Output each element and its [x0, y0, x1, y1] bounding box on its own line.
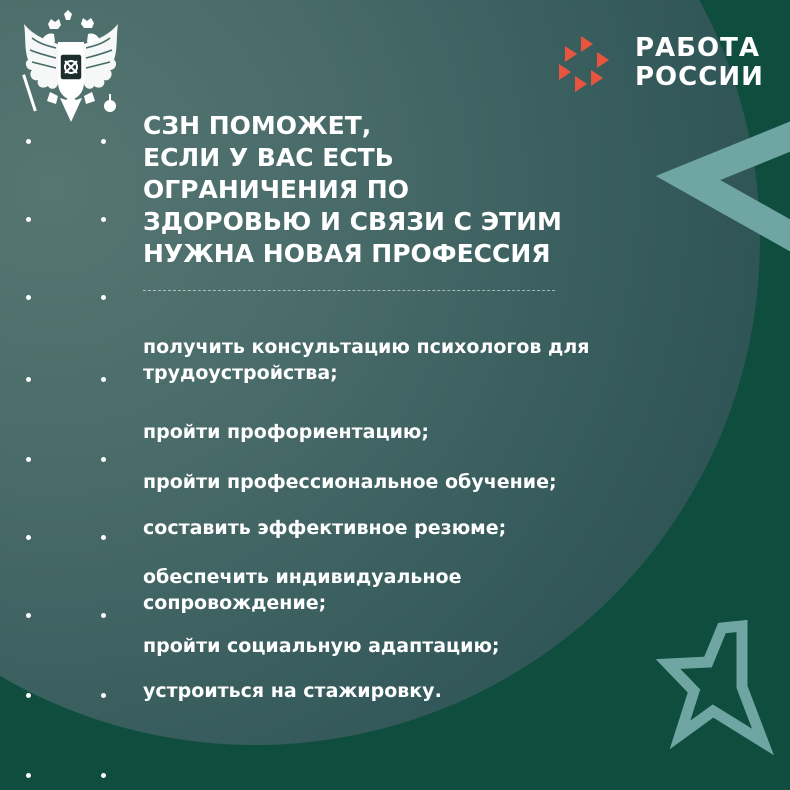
list-item — [143, 469, 703, 495]
list-item-line: пройти профессиональное обучение; — [143, 471, 557, 493]
list-item — [143, 419, 703, 445]
decorative-dot — [26, 457, 31, 462]
list-item-line: пройти профориентацию; — [143, 421, 429, 443]
list-item-line: получить консультацию психологов для — [143, 336, 590, 358]
rabota-rossii-logo — [555, 30, 785, 100]
list-item — [143, 515, 703, 541]
chevron-outline-icon — [688, 90, 790, 300]
dashed-divider — [143, 290, 555, 291]
decorative-dot — [101, 535, 106, 540]
decorative-dot — [26, 693, 31, 698]
decorative-dot — [101, 613, 106, 618]
heading-line: ЕСЛИ У ВАС ЕСТЬ — [143, 143, 394, 172]
list-item — [143, 633, 703, 659]
decorative-dot — [26, 613, 31, 618]
list-item-line: обеспечить индивидуальное — [143, 566, 462, 588]
decorative-dot — [101, 773, 106, 778]
heading-line: ЗДОРОВЬЮ И СВЯЗИ С ЭТИМ — [143, 207, 562, 236]
list-item — [143, 334, 703, 386]
decorative-dot — [26, 535, 31, 540]
heading-line: СЗН ПОМОЖЕТ, — [143, 111, 372, 140]
list-item-line: пройти социальную адаптацию; — [143, 635, 500, 657]
list-item-line: составить эффективное резюме; — [143, 517, 507, 539]
decorative-dot — [26, 139, 31, 144]
decorative-dot — [101, 295, 106, 300]
rabota-rossii-arrows-icon — [557, 34, 619, 92]
decorative-dot — [101, 139, 106, 144]
logo-text-line: РАБОТА — [635, 33, 760, 63]
list-item — [143, 678, 703, 704]
decorative-dot — [26, 773, 31, 778]
decorative-dot — [26, 295, 31, 300]
heading-line: НУЖНА НОВАЯ ПРОФЕССИЯ — [143, 239, 551, 268]
heading — [143, 110, 623, 270]
list-item-line: сопровождение; — [143, 592, 327, 614]
list-item-line: трудоустройства; — [143, 362, 338, 384]
decorative-dot — [26, 377, 31, 382]
double-headed-eagle-emblem-icon — [20, 10, 122, 128]
logo-text-line: РОССИИ — [635, 62, 764, 92]
decorative-dot — [26, 217, 31, 222]
heading-line: ОГРАНИЧЕНИЯ ПО — [143, 175, 409, 204]
decorative-dot — [101, 457, 106, 462]
list-item-line: устроиться на стажировку. — [143, 680, 442, 702]
decorative-dot — [101, 693, 106, 698]
decorative-dot — [101, 217, 106, 222]
decorative-dot — [101, 377, 106, 382]
list-item — [143, 564, 703, 616]
